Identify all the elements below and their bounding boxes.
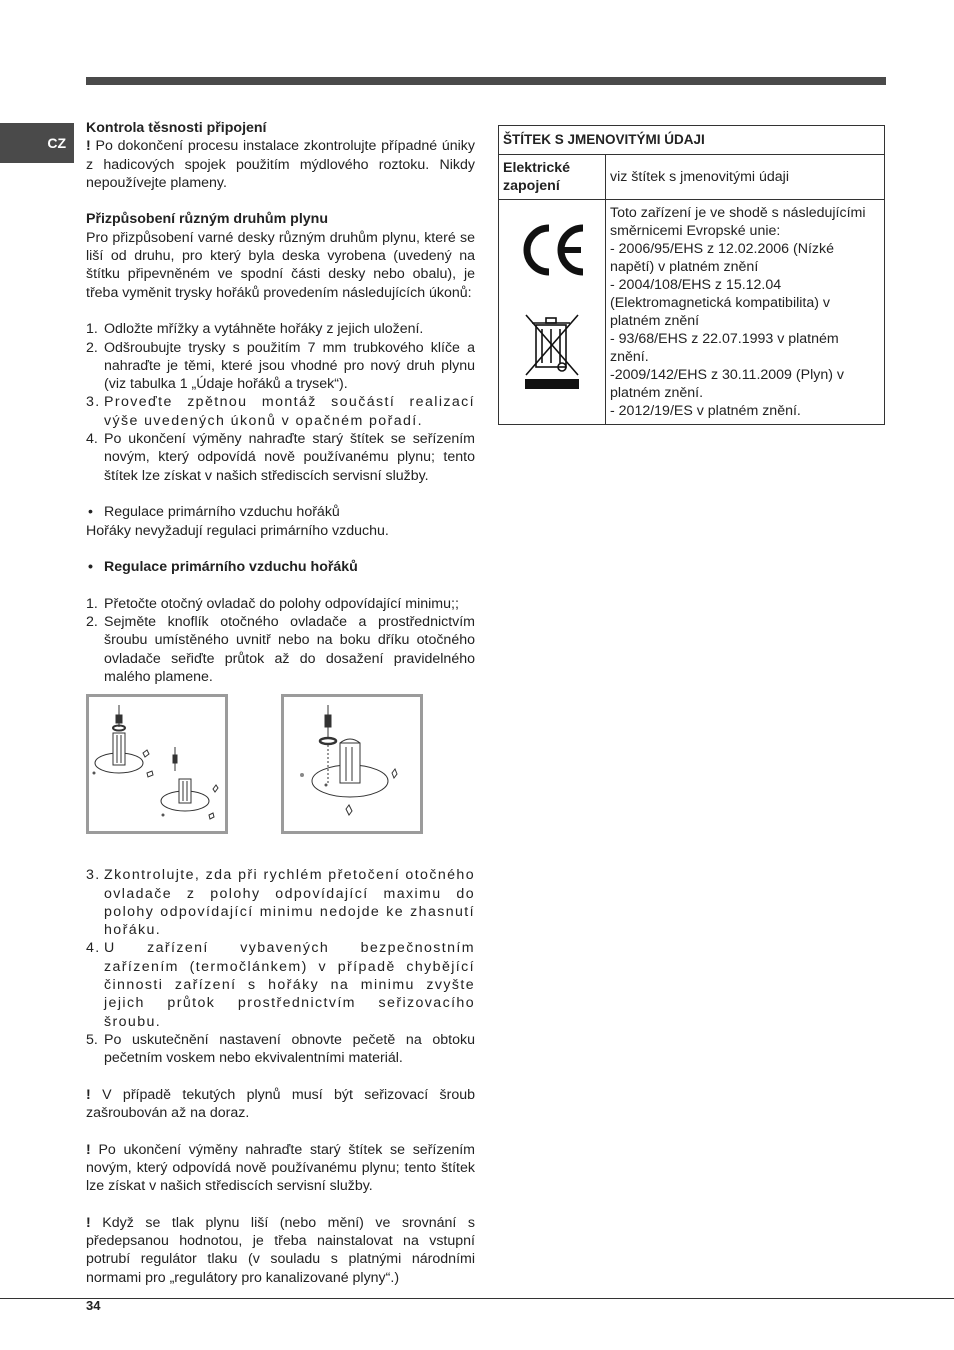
list-item-text: Proveďte zpětnou montáž součástí realizací výše uvedených úkonů v opačném pořadí.	[104, 394, 475, 429]
rating-label-table	[498, 125, 885, 425]
list-item	[86, 320, 475, 338]
burner-closeup-illustration	[284, 697, 420, 831]
list-item	[86, 613, 475, 686]
language-tab	[0, 123, 74, 163]
steps-list-3	[86, 866, 475, 1067]
list-item	[86, 430, 475, 485]
compliance-marks	[499, 200, 606, 425]
steps-list-2	[86, 595, 475, 686]
language-code: CZ	[47, 135, 66, 151]
leak-check-text	[86, 137, 475, 192]
list-item	[86, 595, 475, 613]
list-item-number: 4.	[86, 431, 98, 448]
note-liquid-gas-text: V případě tekutých plynů musí být seřizovací šroub zašroubován až na doraz.	[86, 1086, 475, 1122]
directive-line: -2009/142/EHS z 30.11.2009 (Plyn) v platném znění.	[610, 367, 844, 401]
note-liquid-gas	[86, 1086, 475, 1123]
leak-check-body: Po dokončení procesu instalace zkontrolujte případné úniky z hadicových spojek použitím mýdlového roztoku. Nikdy nepoužívejte plameny.	[86, 138, 475, 191]
directive-line: - 93/68/EHS z 22.07.1993 v platném znění.	[610, 331, 839, 365]
table-value-electrical: viz štítek s jmenovitými údaji	[606, 155, 885, 200]
list-item-number: 2.	[86, 339, 98, 356]
list-item	[86, 866, 475, 939]
top-rule	[86, 77, 886, 85]
list-item-text: Přetočte otočný ovladač do polohy odpovídající minimu;;	[104, 595, 459, 612]
bullet-symbol: •	[88, 559, 93, 576]
warning-mark: !	[86, 1214, 91, 1231]
warning-mark: !	[86, 1141, 91, 1158]
list-item-text: Zkontrolujte, zda při rychlém přetočení otočného ovladače z polohy odpovídající maximu do polohy odpovídající minimu nedojde ke zhasnutí hořáku.	[104, 867, 475, 939]
section-title-leak-check: Kontrola těsnosti připojení	[86, 120, 267, 136]
note-pressure-text: Když se tlak plynu liší (nebo mění) ve srovnání s předepsanou hodnotou, je třeba nainstalovat na vstupní potrubí regulátor tlaku (v souladu s platnými národními normami pro „regulátory pro kanalizované plyny“.)	[86, 1214, 475, 1286]
directive-line: Toto zařízení je ve shodě s následujícími směrnicemi Evropské unie:	[610, 205, 866, 239]
table-key-electrical: Elektrické zapojení	[499, 155, 606, 200]
directives-list	[610, 204, 880, 420]
list-item-text: Sejměte knoflík otočného ovladače a prostřednictvím šroubu umístěného uvnitř nebo na boku dříku otočného ovladače seřiďte průtok až do dosažení pravidelného malého plamene.	[104, 614, 475, 685]
list-item	[86, 1031, 475, 1068]
list-item	[86, 393, 475, 430]
steps-list-1	[86, 320, 475, 485]
note-label-replace-text: Po ukončení výměny nahraďte starý štítek se seřízením novým, který odpovídá nově používanému plynu; tento štítek lze získat v našich střediscích servisní služby.	[86, 1141, 475, 1195]
list-item-text: Odšroubujte trysky s použitím 7 mm trubkového klíče a nahraďte je těmi, které jsou vhodné pro nový druh plynu (viz tabulka 1 „Údaje hořáků a trysek“).	[104, 339, 475, 393]
weee-crossed-bin-icon	[522, 311, 582, 389]
table-title: ŠTÍTEK S JMENOVITÝMI ÚDAJI	[499, 126, 885, 155]
list-item-text: Po ukončení výměny nahraďte starý štítek se seřízením novým, který odpovídá nově používanému plynu; tento štítek lze získat v našich střediscích servisní služby.	[104, 431, 475, 484]
list-item-number: 3.	[86, 867, 101, 884]
footer-rule	[0, 1298, 954, 1299]
table-value-directives	[606, 200, 885, 425]
directive-line: - 2006/95/EHS z 12.02.2006 (Nízké napětí) v platném znění	[610, 241, 834, 275]
bullet-text: Regulace primárního vzduchu hořáků	[104, 504, 340, 521]
section-title-gas-adaptation: Přizpůsobení různým druhům plynu	[86, 211, 328, 228]
burner-adjustment-illustration	[89, 697, 225, 831]
figure-burner-closeup	[281, 694, 423, 834]
list-item-number: 1.	[86, 595, 98, 612]
list-item-number: 1.	[86, 321, 98, 338]
list-item-text: Po uskutečnění nastavení obnovte pečetě na obtoku pečetním voskem nebo ekvivalentními materiál.	[104, 1031, 475, 1067]
list-item-number: 4.	[86, 940, 101, 957]
left-column	[86, 119, 475, 1287]
bullet-text: Regulace primárního vzduchu hořáků	[104, 559, 358, 576]
list-item-text: U zařízení vybavených bezpečnostním zařízením (termočlánkem) v případě chybějící činnosti zařízení s hořáky na minimu zvyšte jejich průtok prostřednictvím seřizovacího šroubu.	[104, 940, 475, 1030]
list-item	[86, 939, 475, 1030]
warning-mark: !	[86, 1086, 91, 1103]
page-number: 34	[86, 1298, 101, 1313]
figure-burner-screws	[86, 694, 228, 834]
note-label-replace	[86, 1141, 475, 1196]
list-item-text: Odložte mřížky a vytáhněte hořáky z jejich uložení.	[104, 321, 424, 338]
directive-line: - 2004/108/EHS z 15.12.04 (Elektromagnetická kompatibilita) v platném znění	[610, 277, 830, 329]
gas-adaptation-text: Pro přizpůsobení varné desky různým druhům plynu, které se liší od druhu, pro který byla deska vyrobena (uvedený na štítku připevněném ve spodní části desky nebo obalu), je třeba vyměnit trysky hořáků provedením následujících úkonů:	[86, 229, 475, 301]
list-item-number: 2.	[86, 614, 98, 631]
ce-mark-icon	[517, 220, 587, 280]
list-item-number: 3.	[86, 394, 101, 411]
bullet-symbol: •	[88, 504, 93, 521]
list-item	[86, 339, 475, 394]
directive-line: - 2012/19/ES v platném znění.	[610, 403, 801, 419]
warning-mark: !	[86, 138, 91, 155]
bullet-item	[86, 503, 475, 521]
list-item-number: 5.	[86, 1031, 98, 1048]
bullet-item-bold	[86, 558, 475, 576]
note-pressure	[86, 1214, 475, 1287]
no-regulation-text: Hořáky nevyžadují regulaci primárního vzduchu.	[86, 522, 389, 539]
figures	[86, 694, 475, 854]
